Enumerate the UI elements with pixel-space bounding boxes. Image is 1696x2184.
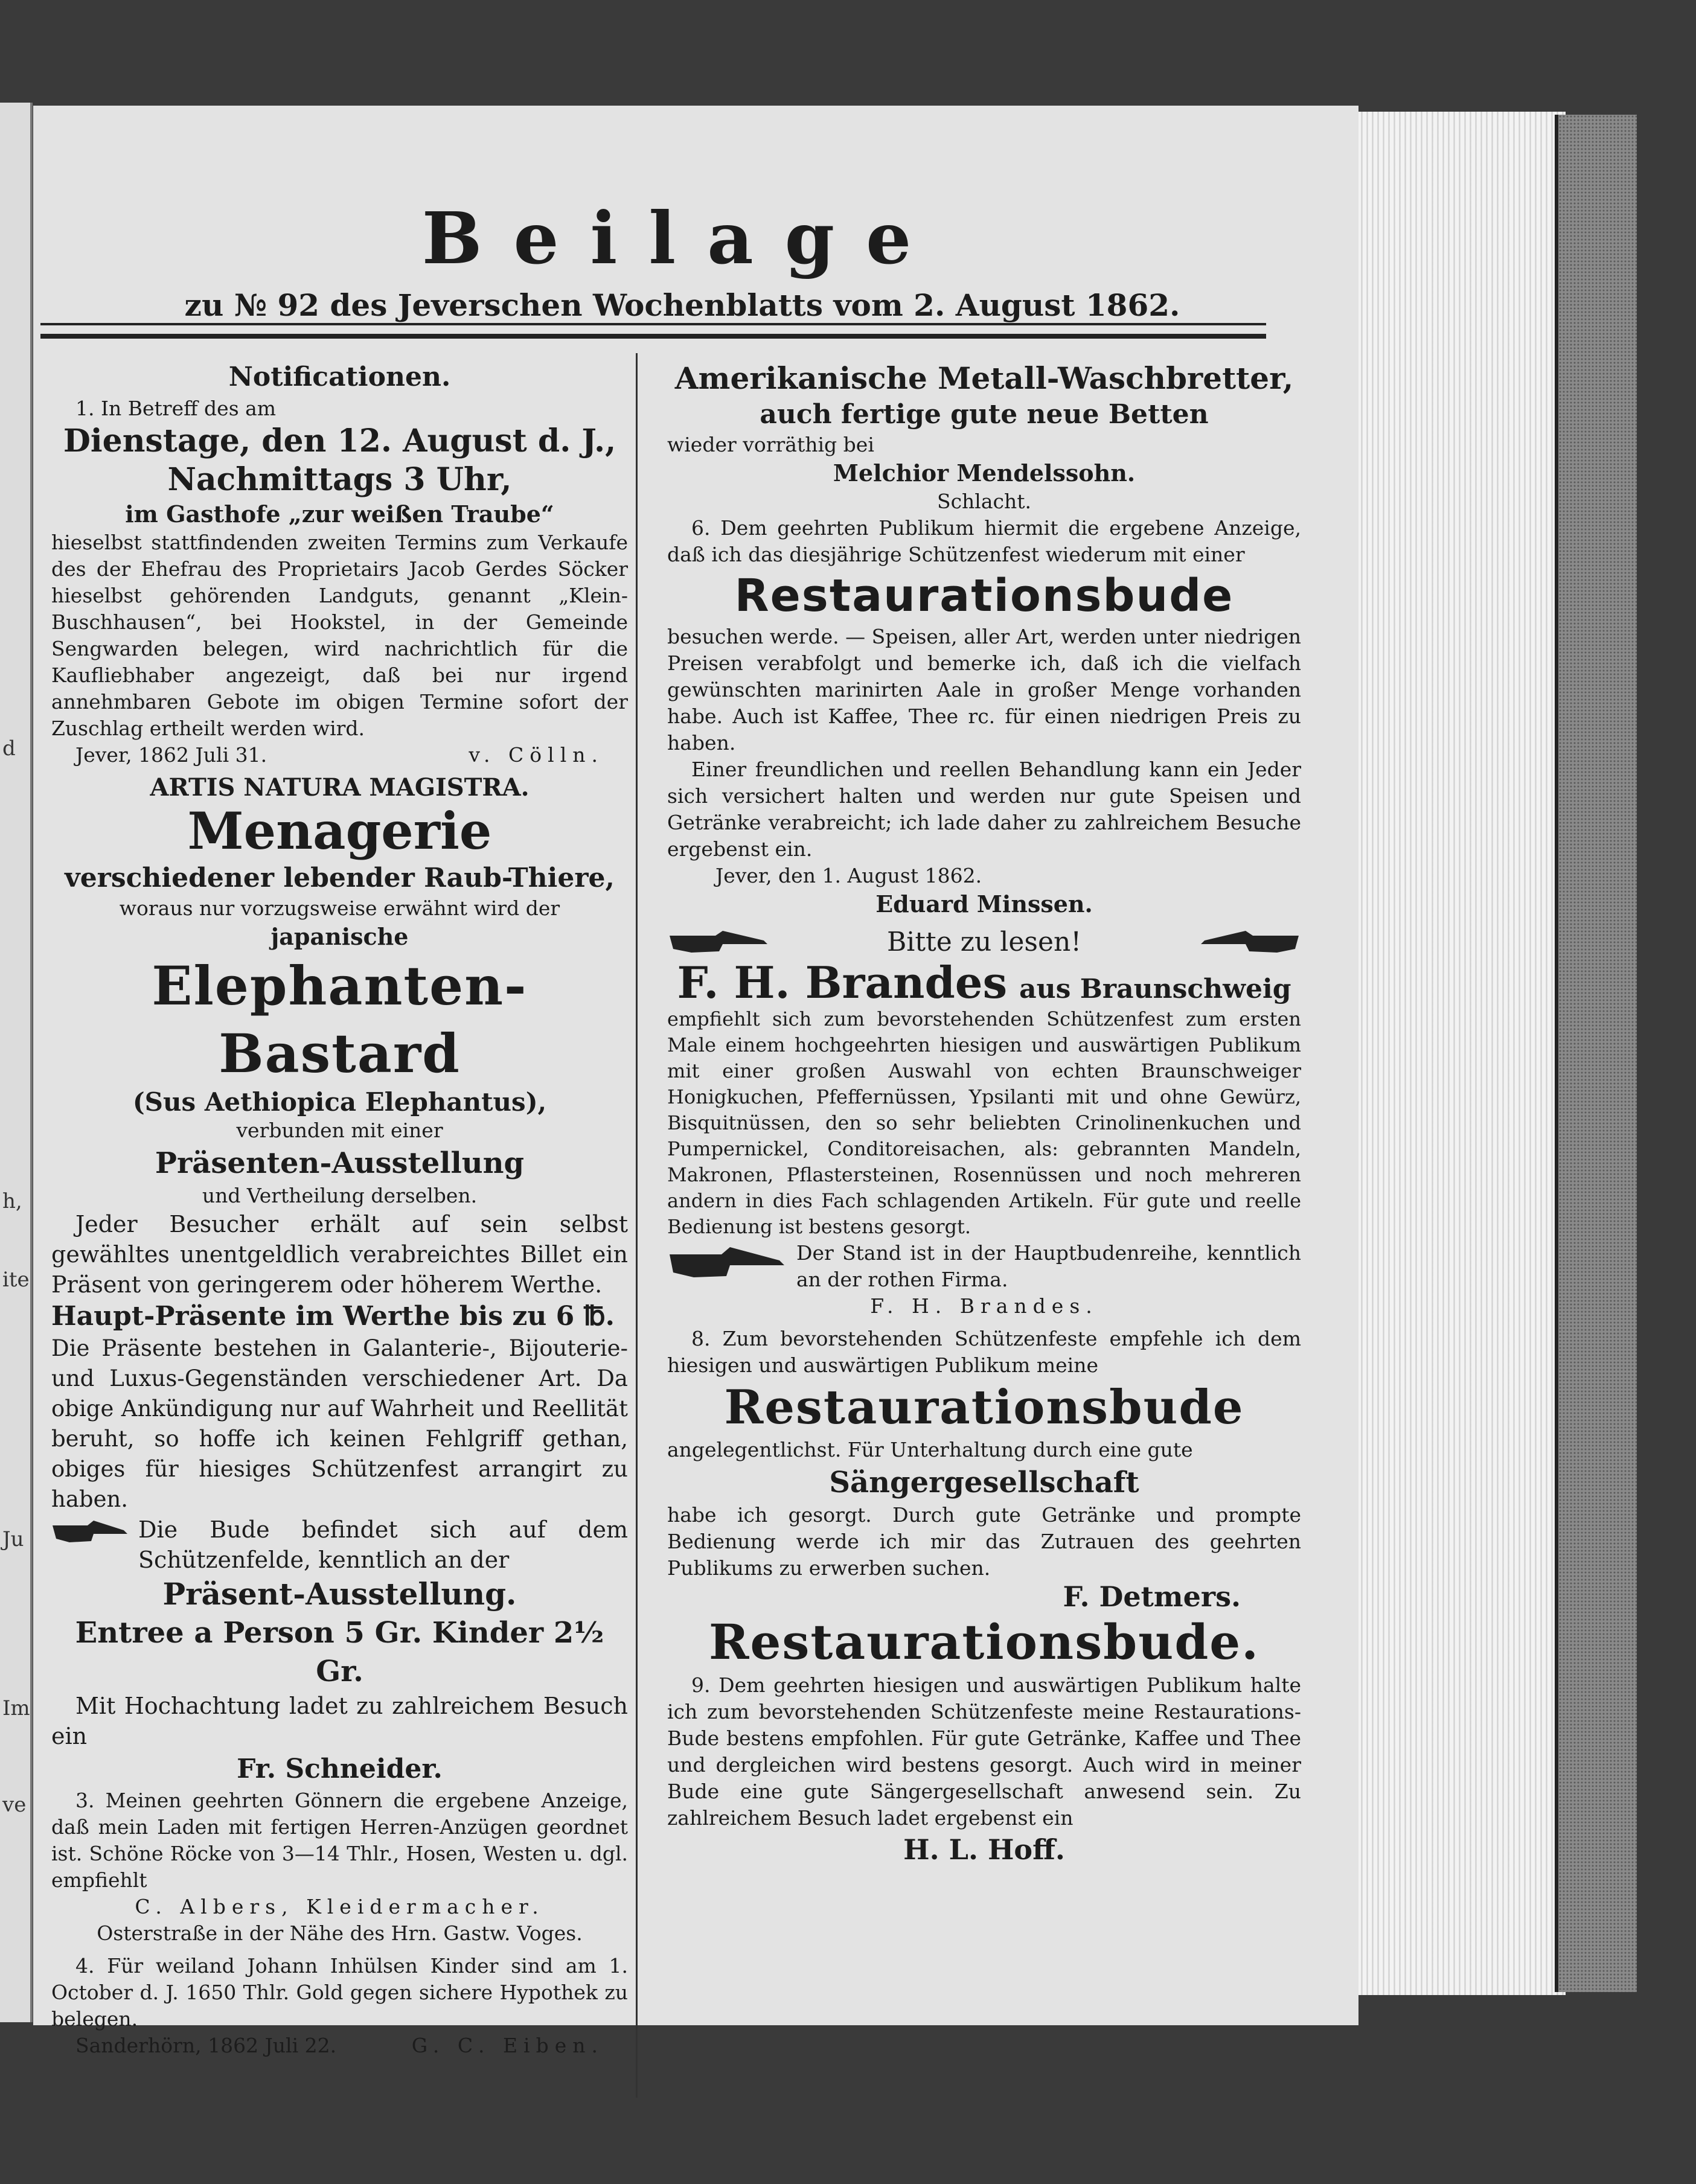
notice-6-place-date: Jever, den 1. August 1862. xyxy=(715,864,982,887)
notice-2-body-2: Die Präsente bestehen in Galanterie-, Bijouterie- und Luxus-Gegenständen verschiedener Art. Da obige Ankündigung nur auf Wahrheit und Reellität beruht, so hoffe ich keinen Fehlgriff gethan, obiges für hiesiges Schützenfest arrangirt zu haben. xyxy=(51,1335,628,1512)
notice-2-booth: Die Bude befindet sich auf dem Schützenfelde, kenntlich an der xyxy=(138,1516,628,1573)
notice-1-body: hieselbst stattfindenden zweiten Termins zum Verkaufe des der Ehefrau des Proprietairs Jacob Gerdes Söcker hieselbst gehörenden Landguts, genannt „Klein-Buschhausen“, bei Hookstel, in der Gemeinde Sengwarden belegen, wird nachrichtlich für die Kaufliebhaber angezeigt, daß bei nur irgend annehmbaren Gebote im obigen Termine sofort der Zuschlag ertheilt werden wird. xyxy=(51,531,628,740)
notice-4-body: 4. Für weiland Johann Inhülsen Kinder sind am 1. October d. J. 1650 Thlr. Gold gegen sichere Hypothek zu belegen. xyxy=(51,1954,628,2031)
notice-1-signature: v. Cölln. xyxy=(469,743,604,767)
notice-2-animal: Elephanten-Bastard xyxy=(152,954,528,1085)
book-page-edges xyxy=(1355,112,1566,1995)
right-column xyxy=(667,359,1301,1868)
notice-2-intro: woraus nur vorzugsweise erwähnt wird der xyxy=(119,896,560,920)
notice-7-header xyxy=(667,925,1301,959)
header-rule xyxy=(40,323,1266,339)
newspaper-page xyxy=(33,106,1358,2057)
notice-3-body: 3. Meinen geehrten Gönnern die ergebene Anzeige, daß mein Laden mit fertigen Herren-Anzügen geordnet ist. Schöne Röcke von 3—14 Thlr., Hosen, Westen u. dgl. empfiehlt xyxy=(51,1789,628,1892)
notice-8-title: Restaurationsbude xyxy=(724,1380,1244,1435)
notice-7-please-read: Bitte zu lesen! xyxy=(886,927,1082,957)
book-cover xyxy=(1555,115,1637,1992)
notice-1-place-date: Jever, 1862 Juli 31. xyxy=(75,743,267,767)
notice-8-body: angelegentlichst. Für Unterhaltung durch eine gute xyxy=(667,1438,1193,1461)
notice-3-address: Osterstraße in der Nähe des Hrn. Gastw. Voges. xyxy=(97,1921,583,1945)
fragment-text: ite xyxy=(2,1268,30,1292)
notice-2-title: Menagerie xyxy=(187,801,492,861)
notice-7-body: empfiehlt sich zum bevorstehenden Schützenfest zum ersten Male einem hochgeehrten hiesigen und auswärtigen Publikum mit einer großen Auswahl von echten Braunschweiger Honigkuchen, Pfeffernüssen, Ypsilanti mit und ohne Gewürz, Bisquitnüssen, den so sehr beliebten Crinolinenkuchen und Pumpernickel, Conditoreisachen, als: gebrannten Mandeln, Makronen, Pflastersteinen, Rosennüssen und noch mehreren andern in dies Fach schlagenden Artikeln. Für gute und reelle Bedienung ist bestens gesorgt. xyxy=(667,1007,1301,1238)
notice-2-main-prizes: Haupt-Präsente im Werthe bis zu 6 ℔. xyxy=(51,1301,615,1332)
notice-5-place: Schlacht. xyxy=(936,490,1032,513)
notice-1-time: Nachmittags 3 Uhr, xyxy=(167,461,512,498)
notice-2-exhibit-2: Präsent-Ausstellung. xyxy=(162,1576,517,1612)
pointing-hand-icon xyxy=(667,1240,788,1288)
pointing-hand-icon xyxy=(51,1515,130,1551)
notice-2-adjective: japanische xyxy=(270,923,409,950)
pointing-hand-left-icon xyxy=(1198,927,1301,957)
notice-9-body: 9. Dem geehrten hiesigen und auswärtigen Publikum halte ich zum bevorstehenden Schützenfeste meine Restaurations-Bude bestens empfohlen. Für gute Getränke, Kaffee und Thee und dergleichen wird bestens gesorgt. Auch wird in meiner Bude eine gute Sängergesellschaft anwesend sein. Zu zahlreichem Besuch ladet ergebenst ein xyxy=(667,1673,1301,1830)
notice-2-distribution: und Vertheilung derselben. xyxy=(202,1184,478,1207)
notice-6-title: Restaurationsbude xyxy=(734,570,1234,622)
notice-5-subtitle: auch fertige gute neue Betten xyxy=(760,399,1209,430)
notice-7-name: F. H. Brandes xyxy=(677,957,1008,1008)
pointing-hand-right-icon xyxy=(667,927,770,957)
fragment-text: Ju xyxy=(2,1527,24,1551)
page-title: Beilage xyxy=(421,196,943,280)
notice-1-venue: im Gasthofe „zur weißen Traube“ xyxy=(125,500,554,528)
notice-8-society: Sängergesellschaft xyxy=(829,1466,1139,1499)
notice-1-intro: 1. In Betreff des am xyxy=(75,397,277,420)
notice-7-signature: F. H. Brandes. xyxy=(870,1294,1098,1318)
notice-9-title: Restaurationsbude. xyxy=(708,1614,1260,1670)
fragment-text: ve xyxy=(2,1793,27,1817)
notice-4-place-date: Sanderhörn, 1862 Juli 22. xyxy=(75,2034,337,2057)
page-header xyxy=(33,196,1331,325)
fragment-text: Im xyxy=(2,1696,30,1720)
notice-2-closing: Mit Hochachtung ladet zu zahlreichem Besuch ein xyxy=(51,1693,628,1749)
notice-6-body: besuchen werde. — Speisen, aller Art, werden unter niedrigen Preisen verabfolgt und bemerke ich, daß ich die vielfach gewünschten marinirten Aale in großer Menge vorhanden habe. Auch ist Kaffee, Thee rc. für einen niedrigen Preis zu haben. xyxy=(667,625,1301,755)
fragment-text: d xyxy=(2,736,16,761)
notice-6-signature: Eduard Minssen. xyxy=(875,890,1093,918)
notice-6-intro: 6. Dem geehrten Publikum hiermit die ergebene Anzeige, daß ich das diesjährige Schützenfest wiederum mit einer xyxy=(667,516,1301,566)
section-heading: Notificationen. xyxy=(228,362,451,392)
notice-8-body-2: habe ich gesorgt. Durch gute Getränke und prompte Bedienung werde ich mir das Zutrauen des geehrten Publikums zu erwerben suchen. xyxy=(667,1503,1301,1580)
notice-3-signature: C. Albers, Kleidermacher. xyxy=(135,1895,545,1918)
notice-7-origin: aus Braunschweig xyxy=(1019,974,1291,1004)
notice-2-exhibit: Präsenten-Ausstellung xyxy=(155,1146,525,1180)
notice-2-latin: (Sus Aethiopica Elephantus), xyxy=(132,1087,547,1117)
notice-5-title: Amerikanische Metall-Waschbretter, xyxy=(674,360,1294,396)
notice-8-intro: 8. Zum bevorstehenden Schützenfeste empfehle ich dem hiesigen und auswärtigen Publikum meine xyxy=(667,1327,1301,1377)
adjacent-page-edge xyxy=(0,103,33,2022)
notice-2-motto: ARTIS NATURA MAGISTRA. xyxy=(150,773,530,802)
notice-2-signature: Fr. Schneider. xyxy=(237,1754,443,1784)
notice-9-signature: H. L. Hoff. xyxy=(903,1833,1065,1866)
notice-7-stand: Der Stand ist in der Hauptbudenreihe, kenntlich an der rothen Firma. xyxy=(796,1241,1301,1291)
fragment-text: h, xyxy=(2,1189,22,1213)
notice-2-subtitle: verschiedener lebender Raub-Thiere, xyxy=(65,863,615,893)
notice-4-signature: G. C. Eiben. xyxy=(411,2034,604,2057)
left-column xyxy=(51,359,628,2059)
page-subtitle: zu № 92 des Jeverschen Wochenblatts vom 2. August 1862. xyxy=(184,287,1180,323)
notice-1-date: Dienstage, den 12. August d. J., xyxy=(63,423,616,459)
notice-2-with: verbunden mit einer xyxy=(236,1119,443,1142)
notice-5-availability: wieder vorräthig bei xyxy=(667,433,874,456)
notice-2-entry: Entree a Person 5 Gr. Kinder 2½ Gr. xyxy=(75,1616,604,1688)
notice-5-signature: Melchior Mendelssohn. xyxy=(833,459,1136,487)
column-divider xyxy=(636,353,638,2098)
notice-8-signature: F. Detmers. xyxy=(1063,1580,1241,1613)
notice-6-body-2: Einer freundlichen und reellen Behandlung kann ein Jeder sich versichert halten und werden nur gute Speisen und Getränke verabreicht; ich lade daher zu zahlreichem Besuche ergebenst ein. xyxy=(667,758,1301,861)
notice-2-body-1: Jeder Besucher erhält auf sein selbst gewähltes unentgeldlich verabreichtes Billet ein Präsent von geringerem oder höherem Werthe. xyxy=(51,1211,628,1298)
